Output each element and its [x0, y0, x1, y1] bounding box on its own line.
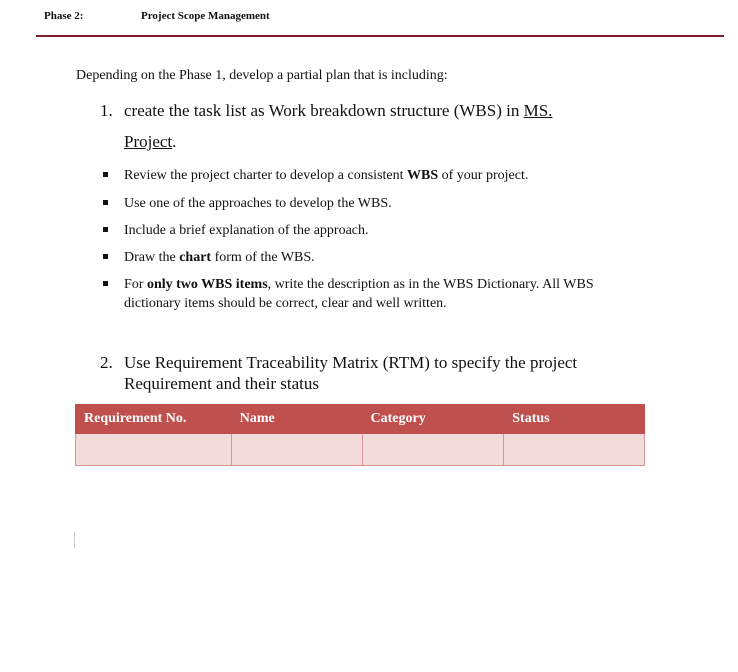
bullet-square-icon [103, 254, 108, 259]
header-divider [36, 35, 724, 37]
bullet-bold: only two WBS items [146, 277, 268, 292]
text-cursor [74, 532, 75, 548]
numbered-item-1 [100, 95, 630, 157]
bullet-text: Draw the [124, 250, 180, 265]
project-link[interactable]: Project [124, 132, 173, 151]
bullet-bold: WBS [407, 168, 439, 183]
item-period: . [172, 132, 177, 151]
item-text: create the task list as Work breakdown structure (WBS) in [124, 101, 524, 120]
bullet-bold: chart [179, 250, 212, 265]
bullet-square-icon [103, 281, 108, 286]
bullet-text: Use one of the approaches to develop the WBS. [124, 196, 392, 211]
table-row [76, 434, 645, 466]
bullet-square-icon [103, 200, 108, 205]
intro-text: Depending on the Phase 1, develop a partial plan that is including: [76, 68, 448, 83]
bullet-text: Review the project charter to develop a consistent [124, 168, 408, 183]
ms-link[interactable]: MS. [523, 101, 553, 120]
bullet-square-icon [103, 172, 108, 177]
table-cell[interactable] [76, 434, 232, 466]
bullet-text: of your project. [438, 168, 529, 183]
item-number: 1. [100, 101, 113, 120]
header-status: Status [504, 405, 645, 434]
bullet-text: For [124, 277, 147, 292]
table-cell[interactable] [504, 434, 645, 466]
item-number: 2. [100, 353, 113, 372]
header-requirement-no: Requirement No. [76, 405, 232, 434]
bullet-square-icon [103, 227, 108, 232]
section-title: Project Scope Management [141, 10, 270, 22]
header-name: Name [231, 405, 362, 434]
item-text: Use Requirement Traceability Matrix (RTM) to specify the project Requirement and their status [124, 353, 578, 393]
header-category: Category [362, 405, 504, 434]
phase-label: Phase 2: [44, 10, 84, 22]
bullet-text: , write the description as in the WBS Dictionary. All WBS dictionary items should be correct, clear and well written. [124, 277, 594, 311]
table-header-row [76, 405, 645, 434]
bullet-text: form of the WBS. [211, 250, 315, 265]
table-cell[interactable] [362, 434, 504, 466]
bullet-text: Include a brief explanation of the approach. [124, 223, 369, 238]
table-cell[interactable] [231, 434, 362, 466]
rtm-table [75, 404, 645, 466]
